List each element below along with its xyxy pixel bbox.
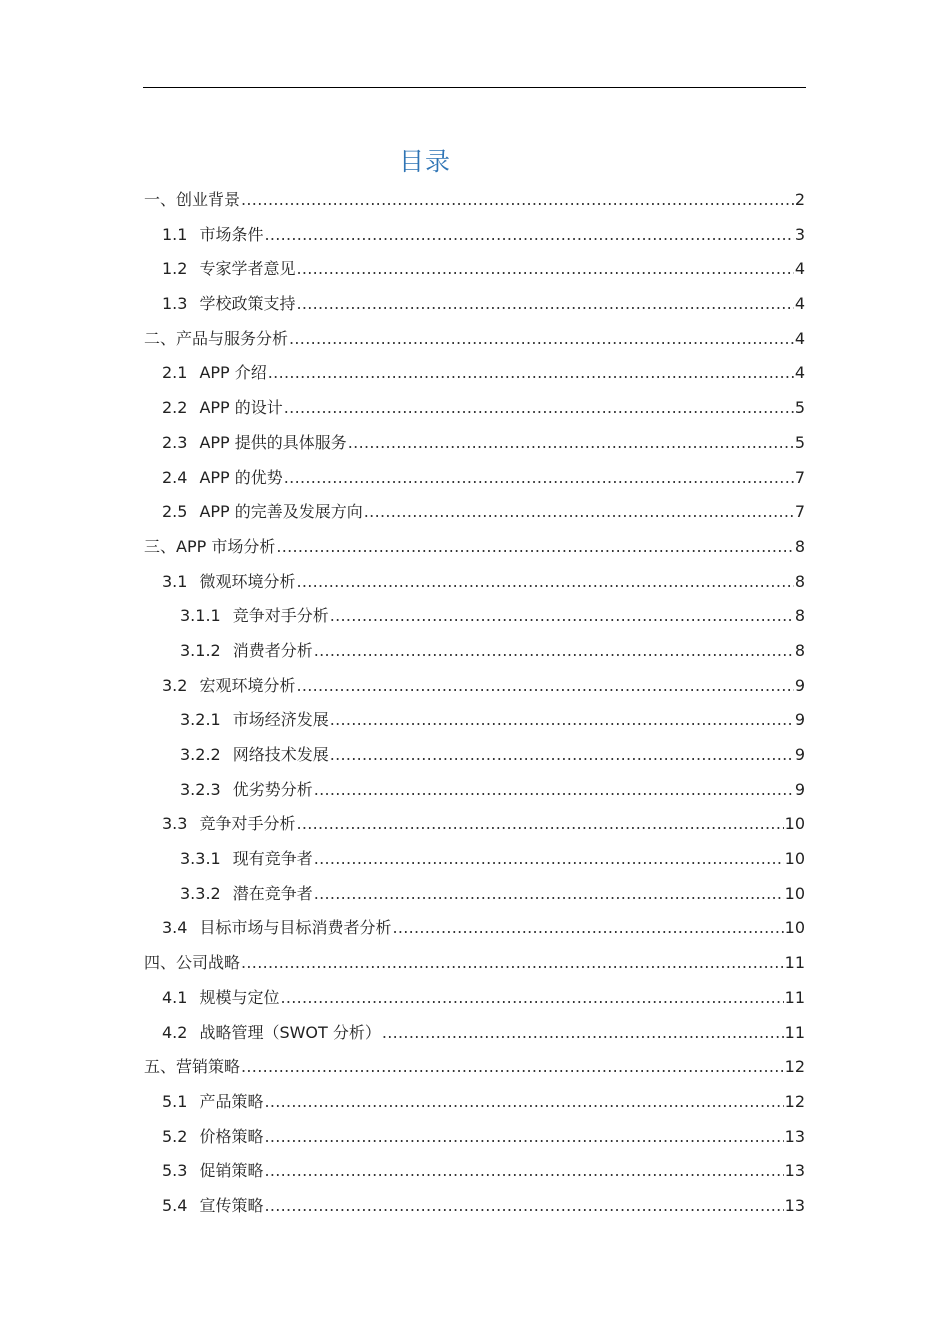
dot-leader [364, 502, 794, 521]
toc-entry-page: 8 [794, 640, 805, 660]
toc-entry-title: 宏观环境分析 [199, 675, 296, 695]
toc-entry-title: 公司战略 [176, 953, 241, 973]
toc-entry-page: 12 [784, 1091, 805, 1111]
toc-entry-page: 12 [784, 1057, 805, 1077]
toc-entry-title: 目标市场与目标消费者分析 [199, 918, 392, 938]
toc-entry-title: 专家学者意见 [199, 259, 296, 279]
dot-leader [382, 1023, 784, 1042]
toc-entry-number: 1.2 [162, 259, 188, 279]
dot-leader [241, 1057, 784, 1076]
toc-entry-title: APP 的设计 [199, 398, 283, 418]
toc-entry-number: 3.2.2 [180, 745, 221, 764]
dot-leader [392, 918, 783, 937]
toc-entry[interactable] [144, 950, 805, 985]
dot-leader [284, 468, 794, 487]
toc-entry[interactable] [144, 465, 805, 500]
toc-entry-page: 10 [784, 918, 805, 938]
header-rule [143, 87, 806, 88]
dot-leader [348, 433, 794, 452]
toc-entry[interactable] [144, 222, 805, 257]
dot-leader [330, 745, 794, 764]
toc-entry-title: 宣传策略 [199, 1195, 264, 1215]
toc-entry-page: 10 [784, 883, 805, 903]
toc-entry-number: 3.2.3 [180, 779, 221, 799]
toc-entry-page: 7 [794, 467, 805, 487]
toc-entry-title: 微观环境分析 [199, 571, 296, 591]
toc-entry[interactable] [144, 569, 805, 604]
toc-entry-page: 11 [784, 987, 805, 1007]
dot-leader [296, 572, 793, 591]
toc-entry[interactable] [144, 742, 805, 777]
toc-entry-number: 3.2 [162, 675, 188, 695]
toc-entry[interactable] [144, 395, 805, 430]
toc-entry-title: 价格策略 [199, 1126, 264, 1146]
toc-entry-title: 产品与服务分析 [176, 328, 289, 348]
dot-leader [314, 780, 794, 799]
dot-leader [264, 1092, 783, 1111]
toc-entry-number: 1.3 [162, 294, 188, 314]
toc-entry[interactable] [144, 256, 805, 291]
toc-entry-title: 优劣势分析 [232, 779, 313, 799]
dot-leader [330, 710, 794, 729]
toc-entry[interactable] [144, 534, 805, 569]
toc-entry-page: 9 [794, 710, 805, 730]
toc-entry-title: APP 市场分析 [176, 536, 276, 556]
toc-entry[interactable] [144, 603, 805, 638]
toc-entry-title: 潜在竞争者 [232, 883, 313, 903]
toc-entry[interactable] [144, 360, 805, 395]
dot-leader [276, 537, 793, 556]
toc-entry[interactable] [144, 985, 805, 1020]
toc-entry-number: 5.1 [162, 1091, 188, 1111]
toc-entry-title: 市场条件 [199, 224, 264, 244]
toc-entry-page: 5 [794, 432, 805, 452]
toc-entry-number: 4.1 [162, 987, 188, 1007]
toc-entry-title: 消费者分析 [232, 640, 313, 660]
toc-entry-page: 9 [794, 779, 805, 799]
toc-entry-number: 4.2 [162, 1022, 188, 1042]
toc-entry[interactable] [144, 1124, 805, 1159]
dot-leader [264, 225, 793, 244]
toc-entry-title: 规模与定位 [199, 987, 280, 1007]
toc-entry-page: 10 [784, 849, 805, 869]
dot-leader [296, 676, 793, 695]
toc-entry-title: 竞争对手分析 [232, 606, 329, 626]
toc-entry-title: 促销策略 [199, 1161, 264, 1181]
toc-entry-page: 9 [794, 675, 805, 695]
toc-entry[interactable] [144, 673, 805, 708]
toc-entry[interactable] [144, 326, 805, 361]
dot-leader [289, 329, 794, 348]
toc-entry[interactable] [144, 707, 805, 742]
toc-entry-title: 战略管理（SWOT 分析） [199, 1022, 381, 1042]
toc-entry-title: 产品策略 [199, 1091, 264, 1111]
toc-entry-page: 8 [794, 571, 805, 591]
toc-entry-number: 5.2 [162, 1126, 188, 1146]
toc-entry-title: 创业背景 [176, 190, 241, 209]
toc-entry-number: 一、 [144, 190, 177, 209]
table-of-contents [144, 187, 805, 1228]
toc-entry-page: 11 [784, 953, 805, 973]
toc-entry-number: 2.4 [162, 467, 188, 487]
dot-leader [314, 641, 794, 660]
toc-entry-page: 13 [784, 1161, 805, 1181]
toc-entry-title: 学校政策支持 [199, 294, 296, 314]
toc-entry[interactable] [144, 1158, 805, 1193]
toc-entry-page: 10 [784, 814, 805, 834]
dot-leader [314, 884, 784, 903]
toc-entry-number: 1.1 [162, 224, 188, 244]
dot-leader [268, 363, 794, 382]
toc-entry-page: 3 [794, 224, 805, 244]
toc-entry-number: 3.4 [162, 918, 188, 938]
toc-entry-title: APP 介绍 [199, 363, 267, 383]
toc-entry-title: APP 的完善及发展方向 [199, 502, 363, 522]
dot-leader [296, 294, 793, 313]
toc-entry-number: 3.2.1 [180, 710, 221, 730]
toc-entry-number: 四、 [144, 953, 177, 973]
toc-entry-title: 现有竞争者 [232, 849, 313, 869]
toc-entry[interactable] [144, 1193, 805, 1228]
toc-entry[interactable] [144, 846, 805, 881]
toc-entry-number: 三、 [144, 536, 177, 556]
toc-title: 目录 [398, 147, 451, 176]
toc-entry-page: 4 [794, 259, 805, 279]
toc-entry-title: APP 提供的具体服务 [199, 432, 347, 452]
toc-entry[interactable] [144, 1089, 805, 1124]
dot-leader [296, 259, 793, 278]
toc-entry-title: 网络技术发展 [232, 745, 329, 764]
toc-entry[interactable] [144, 291, 805, 326]
toc-entry-page: 4 [794, 363, 805, 383]
dot-leader [264, 1127, 783, 1146]
toc-entry-number: 2.3 [162, 432, 188, 452]
toc-entry-number: 2.5 [162, 502, 188, 522]
toc-entry[interactable] [144, 777, 805, 812]
dot-leader [241, 190, 794, 209]
toc-entry-page: 13 [784, 1195, 805, 1215]
toc-entry-page: 9 [794, 745, 805, 764]
toc-entry-number: 二、 [144, 328, 177, 348]
toc-entry[interactable] [144, 881, 805, 916]
toc-entry-page: 13 [784, 1126, 805, 1146]
toc-entry-page: 11 [784, 1022, 805, 1042]
dot-leader [314, 849, 784, 868]
toc-entry[interactable] [144, 638, 805, 673]
dot-leader [280, 988, 783, 1007]
toc-entry[interactable] [144, 811, 805, 846]
toc-entry-page: 5 [794, 398, 805, 418]
toc-entry-number: 五、 [144, 1057, 177, 1077]
toc-entry[interactable] [144, 430, 805, 465]
toc-entry-page: 8 [794, 606, 805, 626]
toc-entry[interactable] [144, 1020, 805, 1055]
dot-leader [264, 1161, 783, 1180]
toc-entry-title: 市场经济发展 [232, 710, 329, 730]
toc-entry-title: APP 的优势 [199, 467, 283, 487]
dot-leader [264, 1196, 783, 1215]
toc-entry-page: 4 [794, 294, 805, 314]
toc-entry-number: 3.3.1 [180, 849, 221, 869]
toc-entry[interactable] [144, 915, 805, 950]
toc-entry-title: 营销策略 [176, 1057, 241, 1077]
toc-entry-number: 3.3 [162, 814, 188, 834]
toc-entry-page: 7 [794, 502, 805, 522]
toc-entry[interactable] [144, 499, 805, 534]
toc-entry-page: 4 [794, 328, 805, 348]
toc-entry-number: 2.1 [162, 363, 188, 383]
toc-entry-page: 2 [794, 190, 805, 209]
toc-entry-number: 5.3 [162, 1161, 188, 1181]
toc-entry-page: 8 [794, 536, 805, 556]
toc-entry[interactable] [144, 187, 805, 222]
toc-entry-title: 竞争对手分析 [199, 814, 296, 834]
toc-entry-number: 3.3.2 [180, 883, 221, 903]
dot-leader [330, 606, 794, 625]
dot-leader [296, 814, 783, 833]
dot-leader [241, 953, 784, 972]
toc-entry-number: 3.1.1 [180, 606, 221, 626]
toc-entry-number: 3.1.2 [180, 640, 221, 660]
toc-entry-number: 3.1 [162, 571, 188, 591]
toc-entry-number: 5.4 [162, 1195, 188, 1215]
toc-entry-number: 2.2 [162, 398, 188, 418]
toc-entry[interactable] [144, 1054, 805, 1089]
dot-leader [284, 398, 794, 417]
